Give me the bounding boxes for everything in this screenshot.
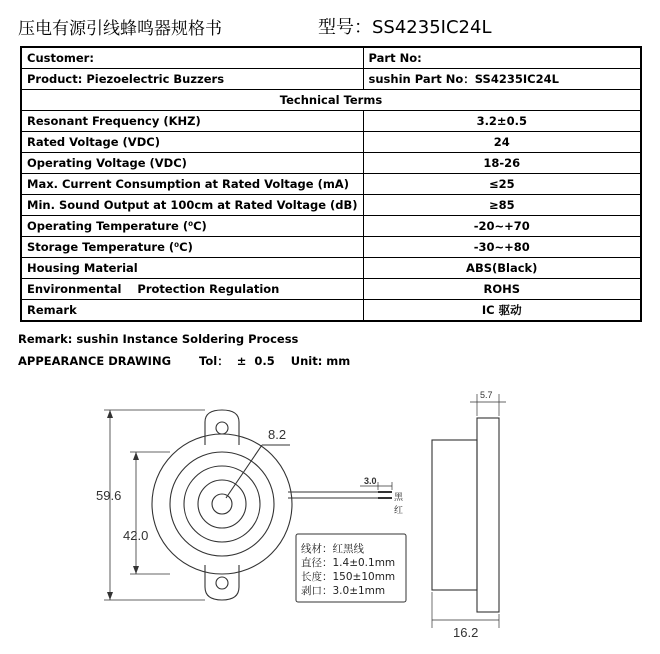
appearance-drawing bbox=[0, 380, 660, 654]
spec-value: ROHS bbox=[363, 279, 641, 300]
remark-note: Remark: sushin Instance Soldering Process bbox=[18, 332, 299, 346]
doc-title-cn: 压电有源引线蜂鸣器规格书 bbox=[18, 19, 222, 39]
mid-rim-circle bbox=[184, 466, 260, 542]
wire-red-label: 红 bbox=[394, 506, 404, 516]
spec-value: IC 驱动 bbox=[363, 300, 641, 322]
side-body bbox=[432, 440, 477, 590]
side-bottom-dim-label: 16.2 bbox=[453, 625, 479, 640]
table-row bbox=[21, 279, 641, 300]
spec-value: 3.2±0.5 bbox=[363, 111, 641, 132]
top-mount-tab bbox=[205, 410, 239, 445]
wire-black-label: 黑 bbox=[394, 493, 404, 503]
table-row bbox=[21, 132, 641, 153]
spec-label: Operating Temperature (⁰C) bbox=[21, 216, 363, 237]
wire-spec-line: 直径：1.4±0.1mm bbox=[301, 557, 396, 569]
spec-label: Storage Temperature (⁰C) bbox=[21, 237, 363, 258]
wire-spec-line: 剥口：3.0±1mm bbox=[301, 585, 386, 597]
spec-label: Remark bbox=[21, 300, 363, 322]
model-value: SS4235IC24L bbox=[372, 17, 492, 38]
spec-value: ≤25 bbox=[363, 174, 641, 195]
wire-spec-line: 线材：红黑线 bbox=[301, 543, 364, 555]
spec-value: ≥85 bbox=[363, 195, 641, 216]
spec-value: -20~+70 bbox=[363, 216, 641, 237]
spec-label: Max. Current Consumption at Rated Voltage (mA) bbox=[21, 174, 363, 195]
section-title-cell: Technical Terms bbox=[21, 90, 641, 111]
part-no-cell: Part No: bbox=[363, 47, 641, 69]
model-number bbox=[318, 13, 491, 39]
appearance-note: APPEARANCE DRAWING Tol： ± 0.5 Unit: mm bbox=[18, 354, 351, 368]
table-row bbox=[21, 174, 641, 195]
spec-label: Rated Voltage (VDC) bbox=[21, 132, 363, 153]
outer-housing-circle bbox=[152, 434, 292, 574]
strip-dim-label: 3.0 bbox=[364, 476, 377, 486]
side-face bbox=[477, 418, 499, 612]
outer-rim-circle bbox=[170, 452, 274, 556]
spec-value: -30~+80 bbox=[363, 237, 641, 258]
spec-value: ABS(Black) bbox=[363, 258, 641, 279]
spec-value: 18-26 bbox=[363, 153, 641, 174]
height-dim-label: 59.6 bbox=[96, 488, 122, 503]
table-row bbox=[21, 153, 641, 174]
table-row bbox=[21, 90, 641, 111]
side-view bbox=[432, 394, 506, 628]
bottom-mount-hole bbox=[216, 577, 228, 589]
top-mount-hole bbox=[216, 422, 228, 434]
inner-dim-label: 42.0 bbox=[123, 528, 149, 543]
table-row bbox=[21, 47, 641, 69]
spec-label: Housing Material bbox=[21, 258, 363, 279]
table-row bbox=[21, 69, 641, 90]
sound-hole bbox=[212, 494, 232, 514]
spec-table bbox=[20, 46, 642, 322]
spec-label: Environmental Protection Regulation bbox=[21, 279, 363, 300]
inner-rim-circle bbox=[198, 480, 246, 528]
table-row bbox=[21, 258, 641, 279]
table-row bbox=[21, 237, 641, 258]
spec-label: Min. Sound Output at 100cm at Rated Voltage (dB) bbox=[21, 195, 363, 216]
spec-label: Resonant Frequency (KHZ) bbox=[21, 111, 363, 132]
model-label: 型号： bbox=[318, 17, 372, 38]
hole-dim-label: 8.2 bbox=[268, 427, 287, 442]
table-row bbox=[21, 216, 641, 237]
product-cell: Product: Piezoelectric Buzzers bbox=[21, 69, 363, 90]
spec-value: 24 bbox=[363, 132, 641, 153]
table-row bbox=[21, 195, 641, 216]
spec-label: Operating Voltage (VDC) bbox=[21, 153, 363, 174]
sushin-part-cell: sushin Part No：SS4235IC24L bbox=[363, 69, 641, 90]
bottom-mount-tab bbox=[205, 565, 239, 600]
customer-cell: Customer: bbox=[21, 47, 363, 69]
table-row bbox=[21, 111, 641, 132]
side-top-dim-label: 5.7 bbox=[480, 390, 493, 400]
wire-spec-line: 长度：150±10mm bbox=[301, 571, 396, 583]
table-row bbox=[21, 300, 641, 322]
